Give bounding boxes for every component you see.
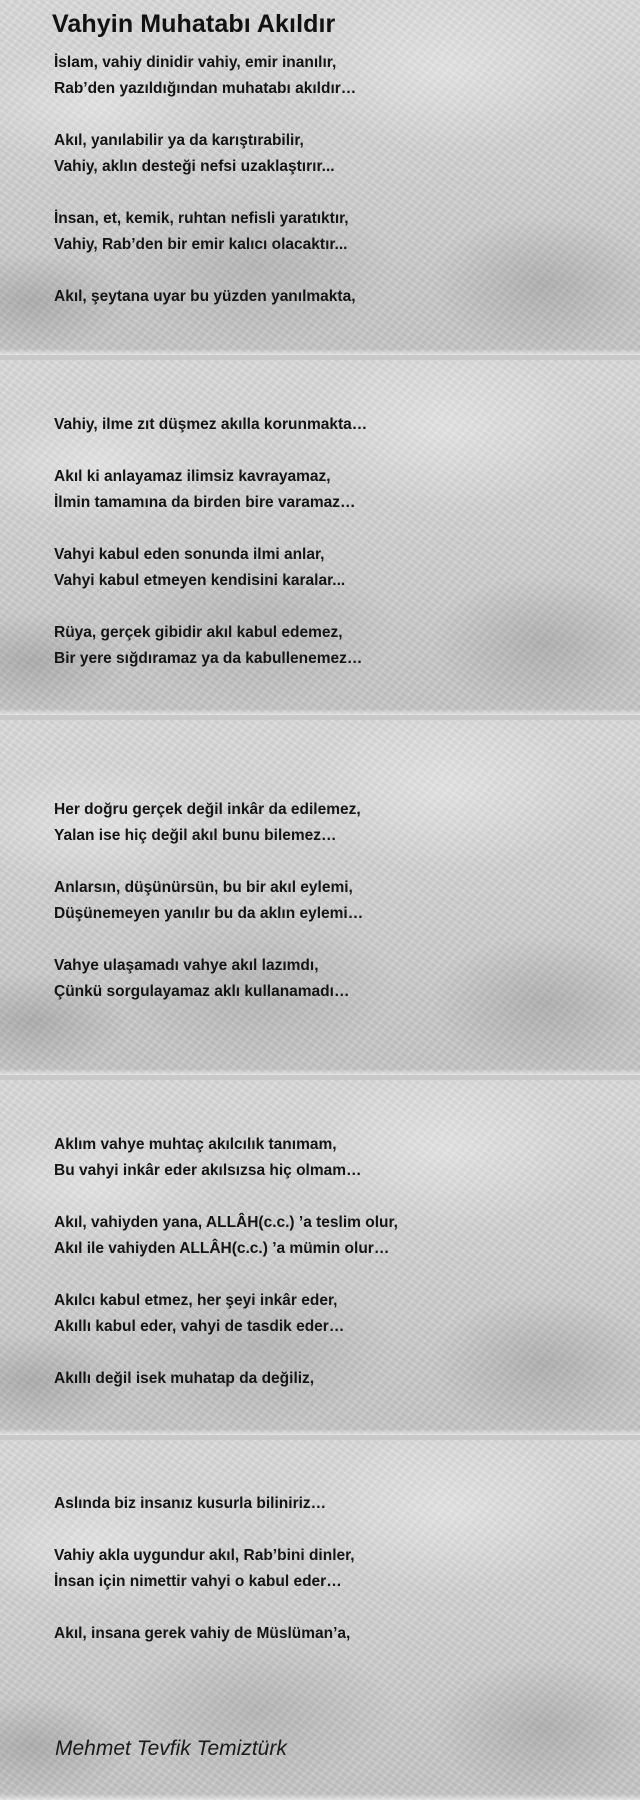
poem-author: Mehmet Tevfik Temiztürk (55, 1737, 287, 1760)
stanza (54, 542, 614, 594)
verse-line: Bu vahyi inkâr eder akılsızsa hiç olmam… (54, 1162, 362, 1179)
verse-line: Bir yere sığdıramaz ya da kabullenemez… (54, 650, 363, 667)
verse-line: Akıl, yanılabilir ya da karıştırabilir, (54, 132, 304, 149)
stanza (54, 1621, 614, 1647)
verse-line: İslam, vahiy dinidir vahiy, emir inanılır, (54, 54, 337, 71)
verse-line: İnsan için nimettir vahyi o kabul eder… (54, 1573, 342, 1590)
verse-line: Akıl ki anlayamaz ilimsiz kavrayamaz, (54, 468, 331, 485)
stanza (54, 50, 614, 102)
verse-line: Akıl, şeytana uyar bu yüzden yanılmakta, (54, 288, 356, 305)
verse-line: Vahiy, Rab’den bir emir kalıcı olacaktır... (54, 236, 348, 253)
verse-line: Akıllı değil isek muhatap da değiliz, (54, 1370, 315, 1387)
stanza (54, 284, 614, 310)
verse-line: Aslında biz insanız kusurla biliniriz… (54, 1495, 327, 1512)
stanza (54, 1210, 614, 1262)
verse-line: Rüya, gerçek gibidir akıl kabul edemez, (54, 624, 343, 641)
verse-line: Anlarsın, düşünürsün, bu bir akıl eylemi, (54, 879, 353, 896)
stanza (54, 464, 614, 516)
stanza (54, 953, 614, 1005)
verse-line: Rab’den yazıldığından muhatabı akıldır… (54, 80, 357, 97)
poem-text-block (54, 50, 614, 310)
verse-line: Aklım vahye muhtaç akılcılık tanımam, (54, 1136, 337, 1153)
stanza (54, 797, 614, 849)
verse-line: Vahiy akla uygundur akıl, Rab’bini dinler, (54, 1547, 355, 1564)
verse-line: İnsan, et, kemik, ruhtan nefisli yaratıktır, (54, 210, 349, 227)
verse-line: Akıllı kabul eder, vahyi de tasdik eder… (54, 1318, 345, 1335)
stanza (54, 620, 614, 672)
verse-line: Her doğru gerçek değil inkâr da edilemez, (54, 801, 361, 818)
stanza (54, 128, 614, 180)
stanza (54, 1132, 614, 1184)
verse-line: Akıl, vahiyden yana, ALLÂH(c.c.) ’a teslim olur, (54, 1214, 398, 1231)
verse-line: Vahiy, aklın desteği nefsi uzaklaştırır... (54, 158, 335, 175)
verse-line: Yalan ise hiç değil akıl bunu bilemez… (54, 827, 337, 844)
verse-line: Akıl, insana gerek vahiy de Müslüman’a, (54, 1625, 351, 1642)
verse-line: Akıl ile vahiyden ALLÂH(c.c.) ’a mümin olur… (54, 1240, 390, 1257)
poem-title: Vahyin Muhatabı Akıldır (52, 10, 336, 38)
stanza (54, 412, 614, 438)
poem-text-block (54, 797, 614, 1005)
stanza (54, 1491, 614, 1517)
verse-line: İlmin tamamına da birden bire varamaz… (54, 494, 356, 511)
verse-line: Akılcı kabul etmez, her şeyi inkâr eder, (54, 1292, 338, 1309)
verse-line: Vahiy, ilme zıt düşmez akılla korunmakta… (54, 416, 368, 433)
verse-line: Vahyi kabul eden sonunda ilmi anlar, (54, 546, 325, 563)
stanza (54, 1288, 614, 1340)
verse-line: Düşünemeyen yanılır bu da aklın eylemi… (54, 905, 364, 922)
verse-line: Vahyi kabul etmeyen kendisini karalar... (54, 572, 346, 589)
verse-line: Çünkü sorgulayamaz aklı kullanamadı… (54, 983, 350, 1000)
verse-line: Vahye ulaşamadı vahye akıl lazımdı, (54, 957, 319, 974)
stanza (54, 1543, 614, 1595)
poem-text-block (54, 1491, 614, 1647)
stanza (54, 1366, 614, 1392)
stanza (54, 206, 614, 258)
poem-text-block (54, 412, 614, 672)
poem-text-block (54, 1132, 614, 1392)
stanza (54, 875, 614, 927)
